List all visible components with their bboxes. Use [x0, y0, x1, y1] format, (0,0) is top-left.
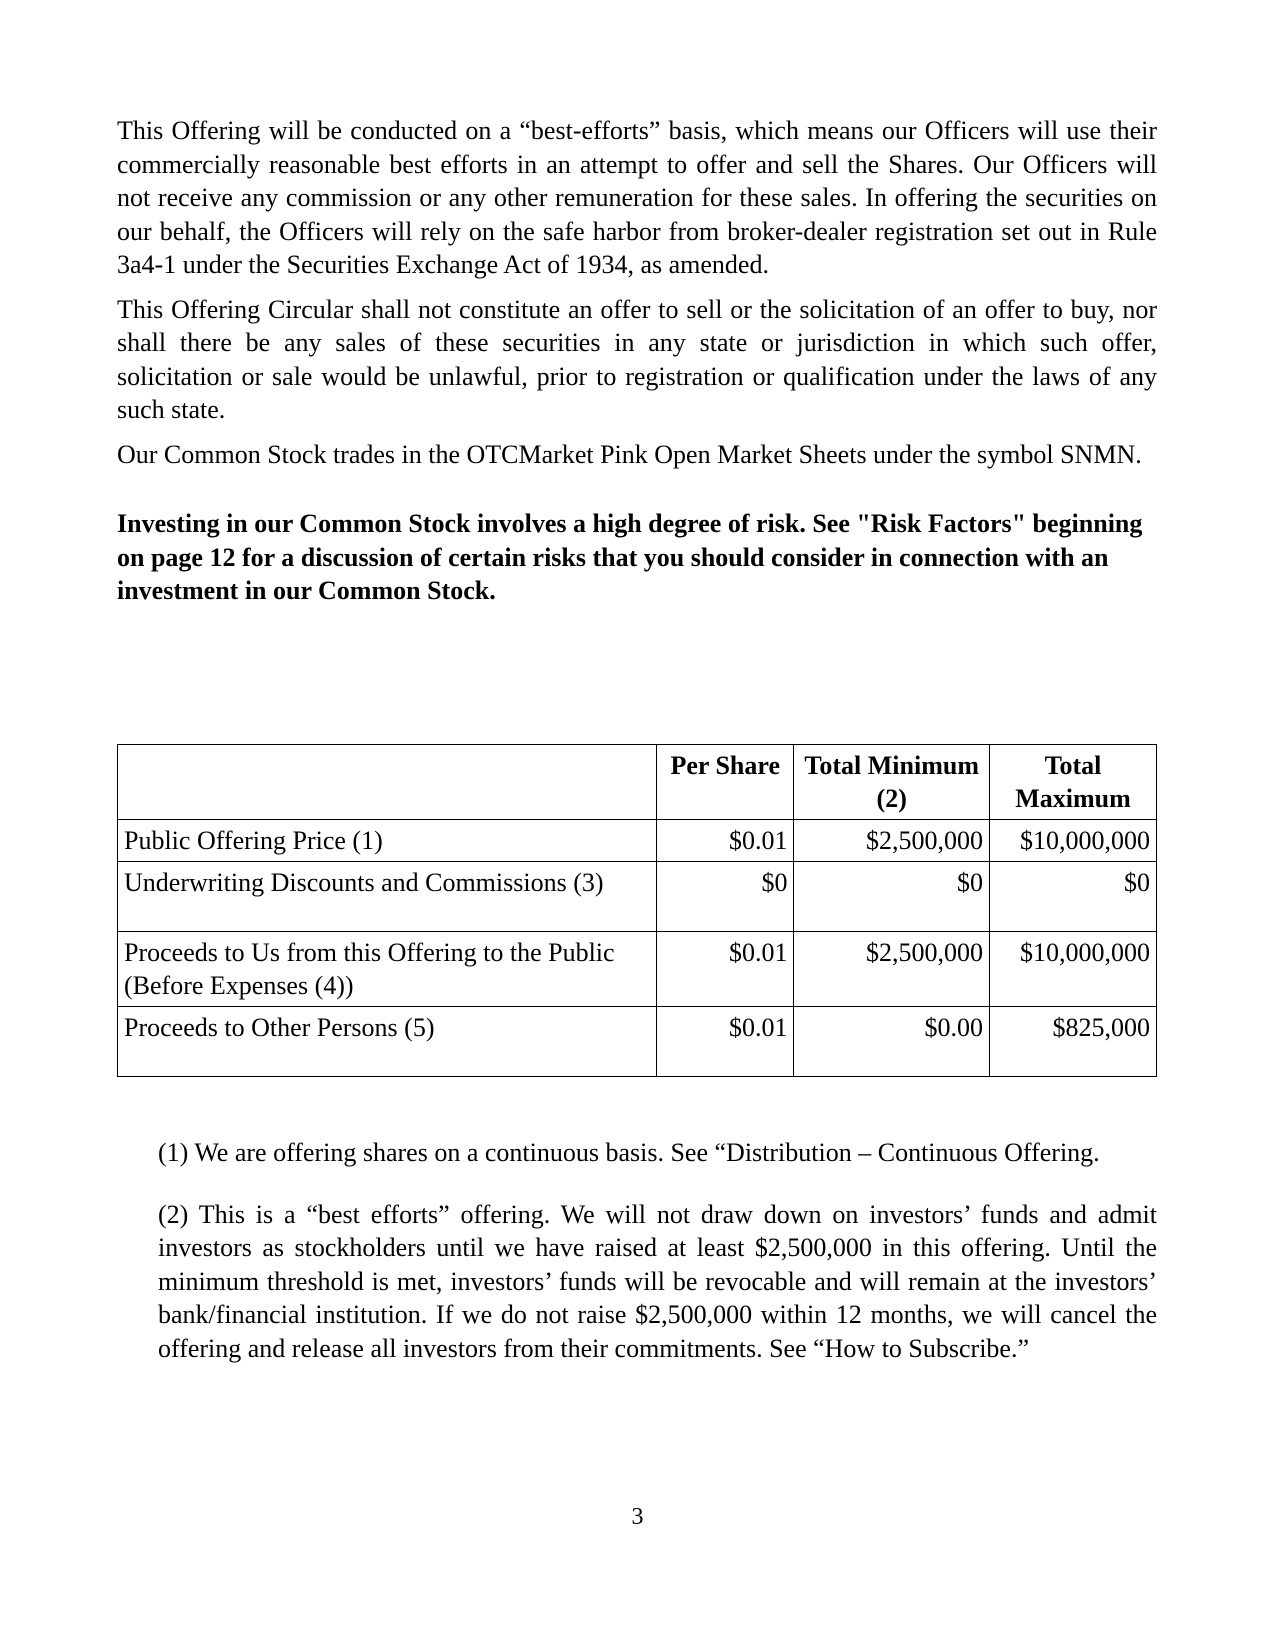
- row-label: Proceeds to Other Persons (5): [118, 1007, 657, 1077]
- footnotes: [158, 1136, 1157, 1393]
- paragraph-best-efforts: This Offering will be conducted on a “best-efforts” basis, which means our Officers will use their commercially reasonable best efforts in an attempt to offer and sell the Shares. Our Officers will not receive any commission or any other remuneration for these sales. In offering the securities on our behalf, the Officers will rely on the safe harbor from broker-dealer registration set out in Rule 3a4-1 under the Securities Exchange Act of 1934, as amended.: [117, 116, 1157, 279]
- total-maximum-value: $0: [989, 862, 1156, 932]
- header-per-share: Per Share: [657, 745, 794, 820]
- document-body: [117, 114, 1157, 608]
- header-label: [118, 745, 657, 820]
- per-share-value: $0: [657, 862, 794, 932]
- table-row: [118, 932, 1157, 1007]
- per-share-value: $0.01: [657, 932, 794, 1007]
- header-total-minimum: Total Minimum (2): [794, 745, 990, 820]
- table-row: [118, 820, 1157, 862]
- total-maximum-value: $10,000,000: [989, 932, 1156, 1007]
- footnote-1: (1) We are offering shares on a continuous basis. See “Distribution – Continuous Offering.: [158, 1138, 1100, 1167]
- row-label: Public Offering Price (1): [118, 820, 657, 862]
- risk-warning: Investing in our Common Stock involves a high degree of risk. See "Risk Factors" beginning on page 12 for a discussion of certain risks that you should consider in connection with an investment in our Common Stock.: [117, 509, 1143, 605]
- row-label: Underwriting Discounts and Commissions (3): [118, 862, 657, 932]
- paragraph-offering-circular: This Offering Circular shall not constitute an offer to sell or the solicitation of an offer to buy, nor shall there be any sales of these securities in any state or jurisdiction in which such offer, solicitation or sale would be unlawful, prior to registration or qualification under the laws of any such state.: [117, 294, 1157, 424]
- table-row: [118, 862, 1157, 932]
- header-total-maximum: Total Maximum: [989, 745, 1156, 820]
- per-share-value: $0.01: [657, 1007, 794, 1077]
- total-minimum-value: $0: [794, 862, 990, 932]
- footnote-2: (2) This is a “best efforts” offering. We will not draw down on investors’ funds and admit investors as stockholders until we have raised at least $2,500,000 in this offering. Until the minimum threshold is met, investors’ funds will be revocable and will remain at the investors’ bank/financial institution. If we do not raise $2,500,000 within 12 months, we will cancel the offering and release all investors from their commitments. See “How to Subscribe.”: [158, 1199, 1157, 1363]
- total-maximum-value: $825,000: [989, 1007, 1156, 1077]
- total-minimum-value: $2,500,000: [794, 820, 990, 862]
- total-minimum-value: $2,500,000: [794, 932, 990, 1007]
- total-maximum-value: $10,000,000: [989, 820, 1156, 862]
- total-minimum-value: $0.00: [794, 1007, 990, 1077]
- offering-table: [117, 744, 1157, 1077]
- per-share-value: $0.01: [657, 820, 794, 862]
- table-header-row: [118, 745, 1157, 820]
- row-label: Proceeds to Us from this Offering to the Public (Before Expenses (4)): [118, 932, 657, 1007]
- paragraph-stock-symbol: Our Common Stock trades in the OTCMarket Pink Open Market Sheets under the symbol SNMN.: [117, 439, 1142, 469]
- table-row: [118, 1007, 1157, 1077]
- page-number: 3: [631, 1504, 644, 1530]
